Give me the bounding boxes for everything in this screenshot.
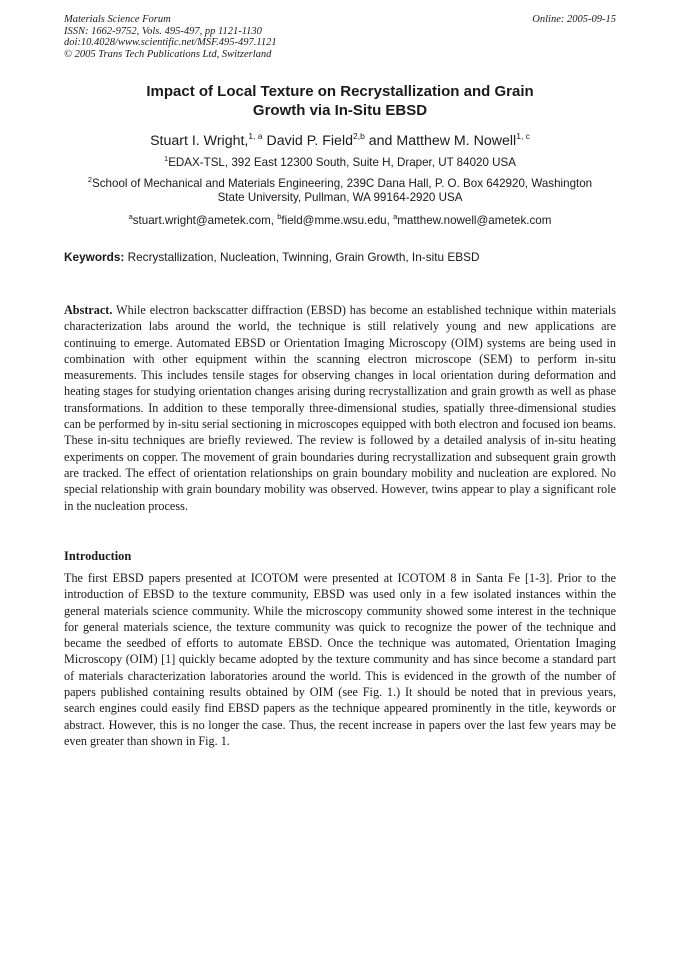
issn-line: ISSN: 1662-9752, Vols. 495-497, pp 1121-1130	[64, 25, 262, 37]
keywords-text: Recrystallization, Nucleation, Twinning, Grain Growth, In-situ EBSD	[124, 250, 480, 264]
author-separator: and	[364, 133, 397, 149]
abstract-label: Abstract.	[64, 303, 113, 317]
author-affiliation-marker: 1, a	[248, 131, 263, 141]
email-address[interactable]: field@mme.wsu.edu,	[281, 214, 394, 227]
author-affiliation-marker: 2,b	[352, 131, 365, 141]
title-line-2: Growth via In-Situ EBSD	[252, 102, 428, 119]
affiliation-2	[64, 177, 616, 206]
affiliation-marker: 1	[164, 154, 169, 163]
keywords-section	[64, 250, 616, 265]
keywords-label: Keywords:	[64, 250, 125, 264]
journal-name: Materials Science Forum	[64, 14, 171, 25]
affiliation-marker: 2	[87, 175, 93, 184]
abstract-text: While electron backscatter diffraction (EBSD) has become an established technique within materials characterization labs around the world, the technique is still relatively young and new applications are continuing to emerge. Automated EBSD or Orientation Imaging Microscopy (OIM) systems are being used in combination with other equipment within the scanning electron microscope (SEM) to perform in-situ measurements. This includes tensile stages for observing changes in local orientation during deformation and heating stages for studying orientation changes arising during recrystallization and grain growth as well as phase transformations. In addition to these temporally three-dimensional studies, spatially three-dimensional studies can be performed by in-situ serial sectioning in microscopes equipped with both electron and focused ion beams. These in-situ techniques are briefly reviewed. The review is followed by a detailed analysis of in-situ heating experiments on copper. The movement of grain boundaries during recrystallization and subsequent grain growth are tracked. The effect of orientation relationships on grain boundary mobility and nucleation are explored. No special relationship with grain boundary mobility was observed. However, twins appear to play a significant role in the nucleation process.	[64, 303, 616, 513]
author-name: Stuart I. Wright,	[150, 133, 249, 149]
email-address[interactable]: stuart.wright@ametek.com,	[132, 214, 278, 227]
author-name: David P. Field	[266, 133, 353, 149]
author-emails	[64, 214, 616, 228]
author-list	[64, 132, 616, 150]
introduction-body: The first EBSD papers presented at ICOTOM were presented at ICOTOM 8 in Santa Fe [1-3]. Prior to the introduction of EBSD to the texture community, EBSD was used only in a few isolated instances within the general materials science community. While the microscopy community showed some interest in the technique for general materials science, the texture community was quick to recognize the power of the technique and became the seedbed of efforts to automate EBSD. Once the technique was automated, Orientation Imaging Microscopy (OIM) [1] quickly became adopted by the texture community and has since become a standard part of materials characterization laboratories around the world. This is evidenced in the growth of the number of papers published containing results obtained by OIM (see Fig. 1.) It should be noted that in previous years, search engines could easily find EBSD papers as the technique appeared prominently in the title, keywords or abstract. However, this is no longer the case. Thus, the recent increase in papers over the last few years may be even greater than shown in Fig. 1.	[64, 571, 616, 748]
author-name: Matthew M. Nowell	[396, 133, 517, 149]
abstract-section	[64, 302, 616, 514]
email-marker: a	[393, 212, 398, 221]
doi-line[interactable]: doi:10.4028/www.scientific.net/MSF.495-497.1121	[64, 37, 277, 49]
section-heading-introduction: Introduction	[64, 549, 132, 563]
paper-title	[64, 82, 616, 120]
publication-header	[64, 14, 616, 60]
title-line-1: Impact of Local Texture on Recrystallization and Grain	[146, 83, 534, 100]
online-date: Online: 2005-09-15	[532, 14, 616, 25]
affiliation-text: EDAX-TSL, 392 East 12300 South, Suite H, Draper, UT 84020 USA	[168, 156, 516, 169]
email-marker: a	[128, 212, 133, 221]
email-marker: b	[277, 212, 282, 221]
affiliation-text: School of Mechanical and Materials Engineering, 239C Dana Hall, P. O. Box 642920, Washington	[92, 177, 593, 190]
author-affiliation-marker: 1, c	[516, 131, 530, 141]
email-address[interactable]: matthew.nowell@ametek.com	[397, 214, 552, 227]
affiliation-1	[64, 156, 616, 170]
affiliation-text: State University, Pullman, WA 99164-2920 USA	[217, 191, 463, 205]
copyright-line: © 2005 Trans Tech Publications Ltd, Switzerland	[64, 48, 272, 60]
